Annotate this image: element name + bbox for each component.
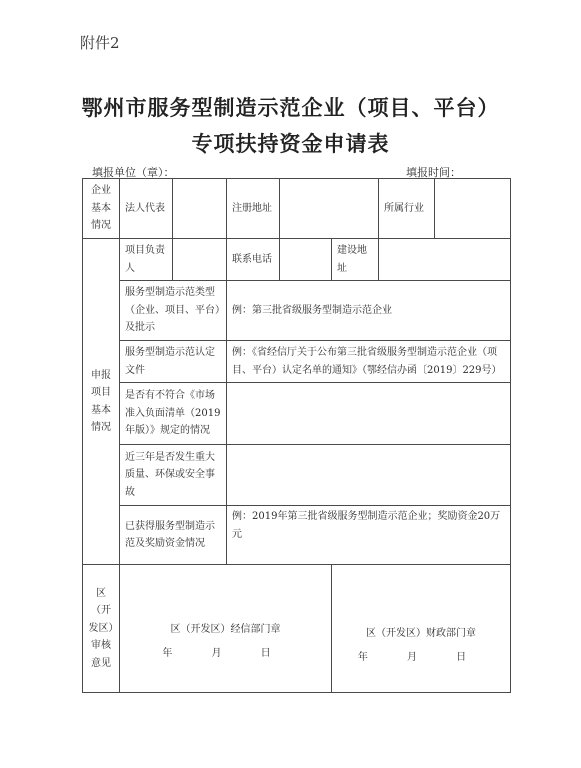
- row-label: 近三年是否发生重大质量、环保或安全事故: [120, 445, 227, 506]
- table-row: [83, 281, 511, 341]
- row-label: 服务型制造示范认定文件: [120, 341, 227, 383]
- build-address-label: 建设地址: [332, 239, 379, 281]
- company-row: [83, 179, 511, 239]
- fin-dept-date: 年 月 日: [357, 652, 485, 663]
- table-row: [83, 341, 511, 383]
- application-form-table: [82, 178, 511, 693]
- industry-value[interactable]: [435, 179, 511, 239]
- row-value[interactable]: 例：《省经信厅关于公布第三批省级服务型制造示范企业（项目、平台）认定名单的通知》（鄂经信办函〔2019〕229号）: [227, 341, 511, 383]
- econ-dept-seal-label: 区（开发区）经信部门章: [170, 624, 281, 635]
- fill-unit-label: 填报单位（章）：: [92, 166, 175, 179]
- form-title-line1: 鄂州市服务型制造示范企业（项目、平台）: [81, 95, 500, 120]
- review-row: [83, 565, 511, 693]
- form-title-line2: 专项扶持资金申请表: [191, 131, 390, 156]
- review-section-label: 区（开发区）审核意见: [83, 565, 120, 693]
- econ-dept-date: 年 月 日: [162, 648, 289, 659]
- fill-time-label: 填报时间：: [406, 166, 461, 179]
- row-label: 是否有不符合《市场准入负面清单（2019年版）》规定的情况: [120, 383, 227, 445]
- reg-address-value[interactable]: [280, 179, 379, 239]
- project-section-label: 申报项目基本情况: [83, 239, 120, 565]
- row-label: 已获得服务型制造示范及奖励资金情况: [120, 506, 227, 565]
- table-row: [83, 506, 511, 565]
- project-contact-row: [83, 239, 511, 281]
- leader-label: 项目负责人: [120, 239, 173, 281]
- phone-label: 联系电话: [227, 239, 280, 281]
- build-address-value[interactable]: [379, 239, 511, 281]
- attachment-label: 附件2: [80, 34, 120, 52]
- legal-rep-label: 法人代表: [120, 179, 173, 239]
- econ-dept-cell[interactable]: [120, 565, 332, 693]
- fin-dept-cell[interactable]: [332, 565, 511, 693]
- fin-dept-seal-label: 区（开发区）财政部门章: [366, 628, 476, 639]
- company-section-label: 企业基本情况: [83, 179, 120, 239]
- industry-label: 所属行业: [379, 179, 435, 239]
- leader-value[interactable]: [173, 239, 227, 281]
- legal-rep-value[interactable]: [173, 179, 227, 239]
- table-row: [83, 445, 511, 506]
- row-value[interactable]: [227, 445, 511, 506]
- row-value[interactable]: 例：第三批省级服务型制造示范企业: [227, 281, 511, 341]
- row-label: 服务型制造示范类型（企业、项目、平台）及批示: [120, 281, 227, 341]
- table-row: [83, 383, 511, 445]
- phone-value[interactable]: [280, 239, 332, 281]
- row-value[interactable]: 例：2019年第三批省级服务型制造示范企业；奖励资金20万元: [227, 506, 511, 565]
- row-value[interactable]: [227, 383, 511, 445]
- reg-address-label: 注册地址: [227, 179, 280, 239]
